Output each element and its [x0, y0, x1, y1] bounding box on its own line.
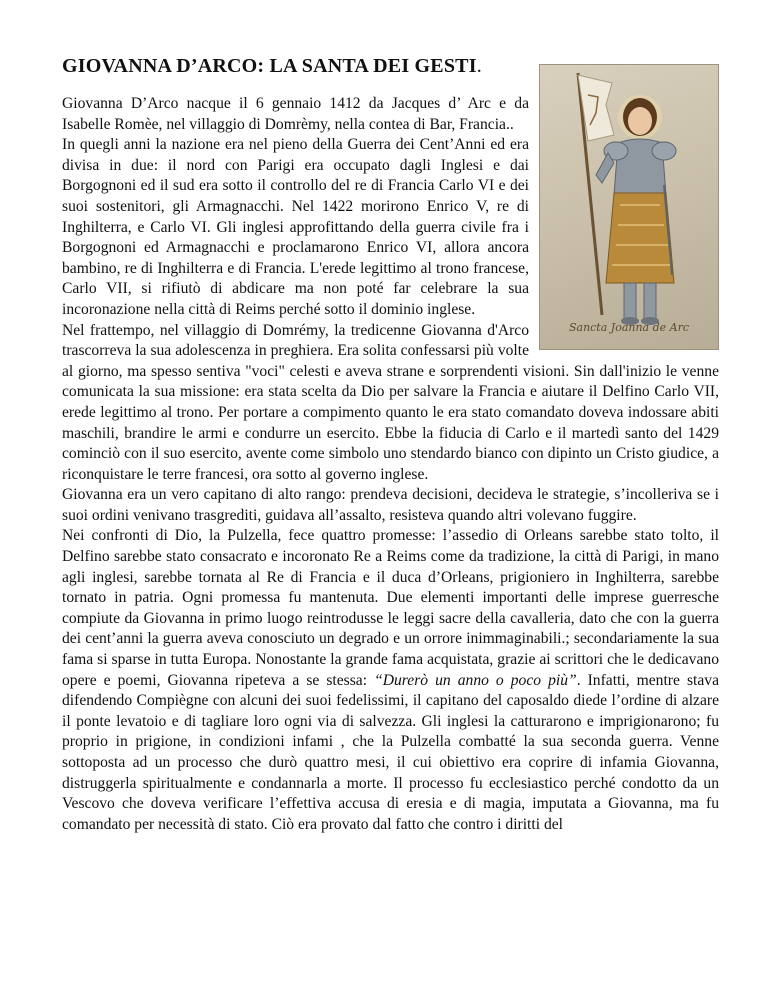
portrait-caption: Sancta Joanna de Arc [568, 321, 690, 335]
title-period: . [476, 55, 482, 77]
paragraph-youth: Nel frattempo, nel villaggio di Domrémy, la tredicenne Giovanna d'Arco trascorreva la sua adolescenza in preghiera. Era solita confessarsi più volte al giorno, ma spesso sentiva "voci" celesti e aveva strane e sorprendenti visioni. Sin dall'inizio le venne comunicata la sua missione: era stata scelta da Dio per salvare la Francia e aiutare il Delfino Carlo VII, erede legittimo al trono. Per portare a compimento quanto le era stato comandato doveva indossare abiti maschili, brandire le armi e condurre un esercito. Ebbe la fiducia di Carlo e il martedì santo del 1429 cominciò con il suo esercito, avente come simbolo uno stendardo bianco con dipinto un Cristo giudice, a riconquistare le terre francesi, ora sotto al governo inglese. [62, 321, 719, 483]
portrait-illustration [540, 65, 718, 349]
title-text: GIOVANNA D’ARCO: LA SANTA DEI GESTI [62, 55, 477, 77]
paragraph-captain: Giovanna era un vero capitano di alto rango: prendeva decisioni, decideva le strategie, s’incolleriva se i suoi ordini venivano trasgrediti, guidava all’assalto, resisteva quando altri volevano fuggire. [62, 486, 719, 524]
saint-joan-portrait [539, 64, 719, 350]
paragraph-war: In quegli anni la nazione era nel pieno della Guerra dei Cent’Anni ed era divisa in due: il nord con Parigi era occupato dagli Inglesi e dai Borgognoni ed il sud era sotto il controllo del re di Francia Carlo VI e dei suoi sostenitori, gli Armagnacchi. Nel 1422 morirono Enrico V, re di Inghilterra, e Carlo VI. Gli inglesi approfittando della guerra civile fra i Borgognoni ed Armagnacchi e proclamarono Enrico VI, allora ancora bambino, re di Inghilterra e di Francia. L'erede legittimo al trono francese, Carlo VII, si rifiutò di abdicare ma non poté far celebrare la sua incoronazione nella città di Reims perché sotto il dominio inglese. [62, 136, 529, 318]
paragraph-promises [62, 526, 719, 835]
joan-quote: “Durerò un anno o poco più” [374, 671, 577, 689]
promises-text-before: Nei confronti di Dio, la Pulzella, fece quattro promesse: l’assedio di Orleans sarebbe stato tolto, il Delfino sarebbe stato consacrato e incoronato Re a Reims come da tradizione, la città di Parigi, in mano agli inglesi, sarebbe tornata al Re di Francia e il duca d’Orleans, prigioniero in Inghilterra, sarebbe tornato in patria. Ogni promessa fu mantenuta. Due elementi importanti delle imprese guerresche compiute da Giovanna in primo luogo reintrodusse le leggi sacre della cavalleria, dato che con la guerra dei cent’anni la guerra aveva conosciuto un degrado e un orrore inimmaginabili.; secondariamente la sua fama si sparse in tutta Europa. Nonostante la grande fama acquistata, grazie ai scrittori che le dedicavano opere e poemi, Giovanna ripeteva a se stessa: [62, 527, 719, 689]
document-page [62, 0, 719, 835]
promises-text-after: . Infatti, mentre stava difendendo Compiègne con alcuni dei suoi fedelissimi, il capitano del caposaldo diede l’ordine di alzare il ponte levatoio e di tagliare loro ogni via di salvezza. Gli inglesi la catturarono e imprigionarono; fu proprio in prigione, in condizioni infami , che la Pulzella combatté la sua seconda guerra. Venne sottoposta ad un processo che durò quattro mesi, il cui obiettivo era coprire di infamia Giovanna, distruggerla spiritualmente e condannarla a morte. Il processo fu ecclesiastico perché condotto da un Vescovo che doveva verificare l’effettiva accusa di eresia e di magia, imputata a Giovanna, ma fu comandato per necessità di stato. Ciò era provato dal fatto che contro i diritti del [62, 671, 719, 833]
paragraph-birth: Giovanna D’Arco nacque il 6 gennaio 1412 da Jacques d’ Arc e da Isabelle Romèe, nel villaggio di Domrèmy, nella contea di Bar, Francia.. [62, 95, 529, 133]
